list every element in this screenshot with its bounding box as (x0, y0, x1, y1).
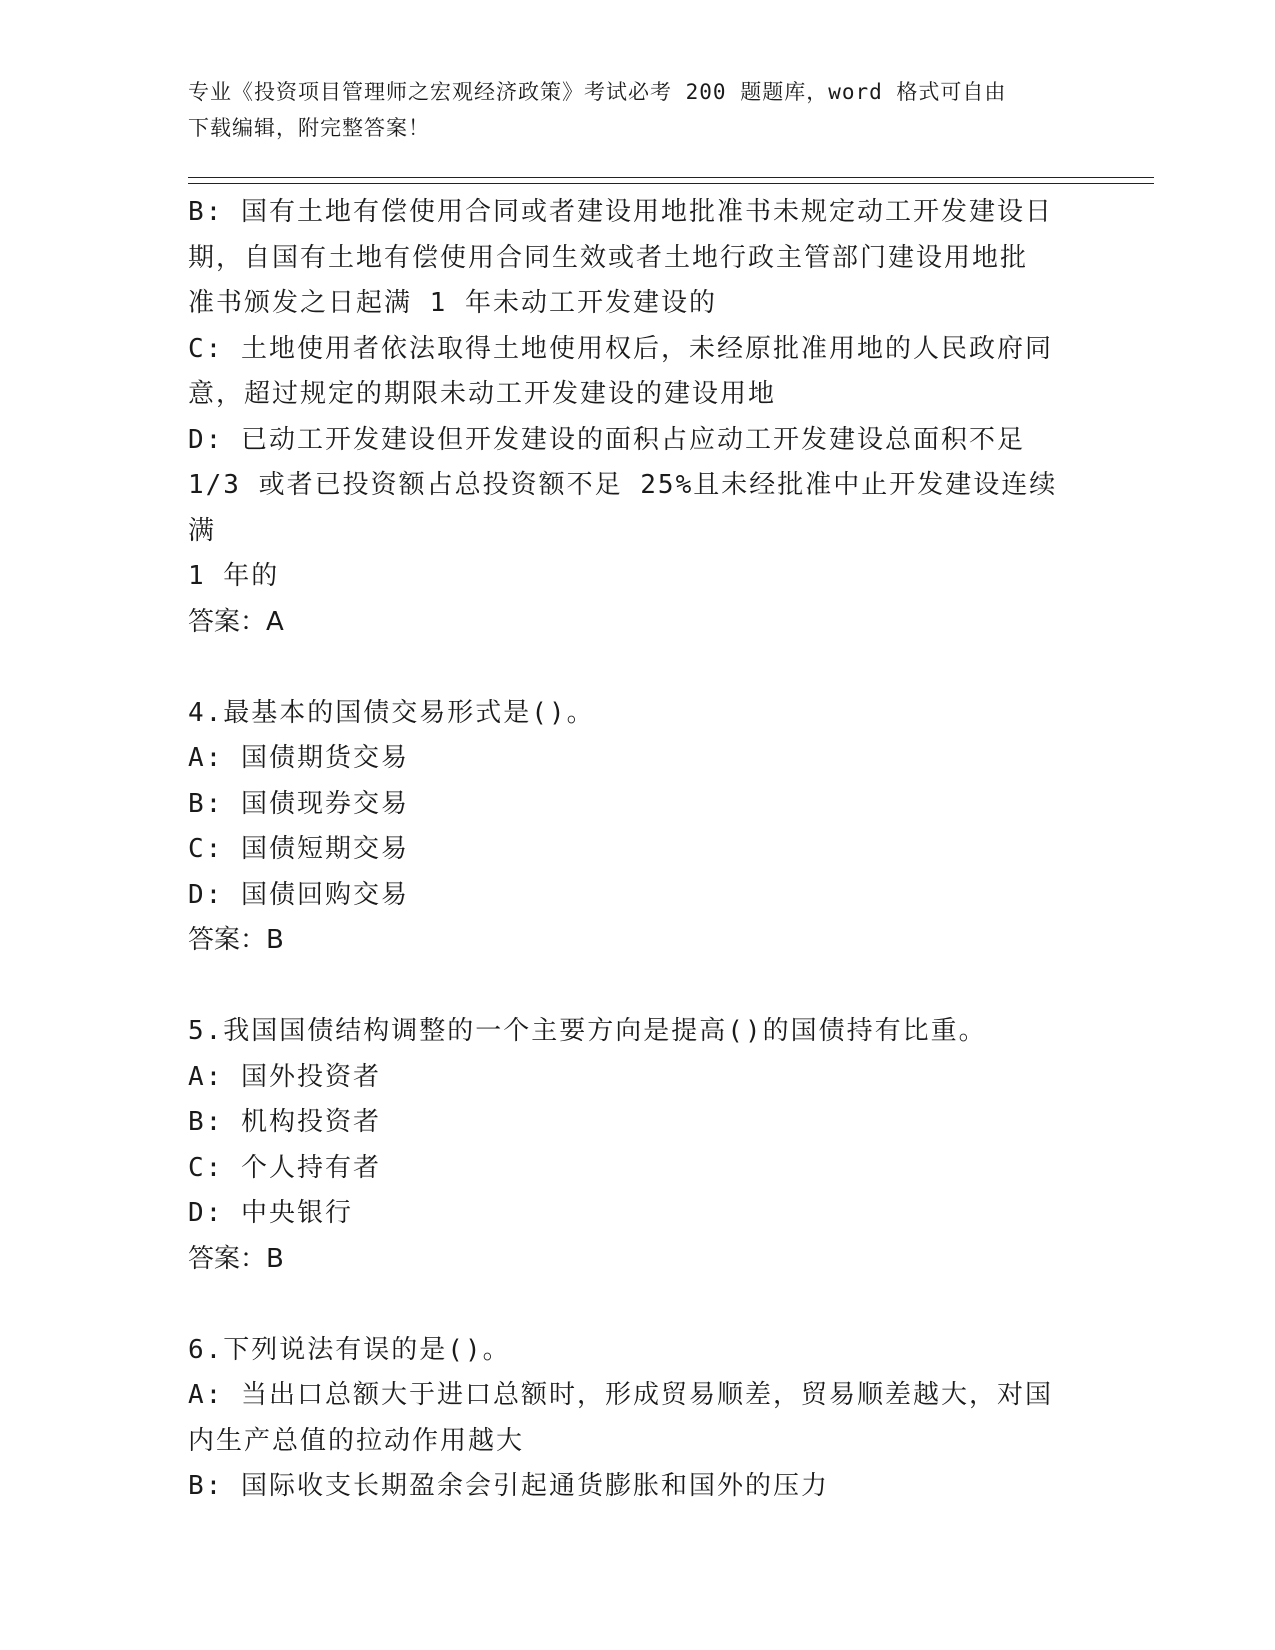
option-b-line-3: 准书颁发之日起满 1 年未动工开发建设的 (188, 288, 717, 318)
spacer (188, 1282, 1078, 1328)
option-c-line-1: C: 土地使用者依法取得土地使用权后，未经原批准用地的人民政府同 (188, 333, 1053, 364)
answer-label: 答案：B (188, 1243, 284, 1274)
option-b-line-2: 期，自国有土地有偿使用合同生效或者土地行政主管部门建设用地批 (188, 242, 1029, 273)
answer-label: 答案：B (188, 925, 284, 955)
spacer (188, 645, 1078, 691)
option-d-line-3: 1 年的 (188, 561, 280, 591)
question-list (188, 190, 1078, 1510)
option-a-line-2: 内生产总值的拉动作用越大 (188, 1425, 525, 1456)
option-d: D: 中央银行 (188, 1198, 353, 1228)
question-5 (188, 1009, 1078, 1282)
question-4 (188, 691, 1078, 964)
option-d-line-1: D: 已动工开发建设但开发建设的面积占应动工开发建设总面积不足 (188, 424, 1025, 455)
question-text: 4.最基本的国债交易形式是()。 (188, 697, 595, 728)
option-c: C: 个人持有者 (188, 1152, 381, 1183)
document-header (188, 74, 1068, 146)
question-6 (188, 1328, 1078, 1510)
option-c: C: 国债短期交易 (188, 834, 409, 864)
option-a: A: 国债期货交易 (188, 743, 409, 773)
header-line-2: 下载编辑，附完整答案！ (188, 116, 430, 140)
answer-label: 答案：A (188, 606, 284, 637)
spacer (188, 964, 1078, 1010)
option-b-line-1: B: 国有土地有偿使用合同或者建设用地批准书未规定动工开发建设日 (188, 197, 1053, 227)
question-3-continued (188, 190, 1078, 645)
option-b: B: 国债现券交易 (188, 788, 409, 819)
option-d-line-2: 1/3 或者已投资额占总投资额不足 25%且未经批准中止开发建设连续满 (188, 470, 1058, 546)
header-line-1: 专业《投资项目管理师之宏观经济政策》考试必考 200 题题库，word 格式可自由 (188, 80, 1007, 104)
option-d: D: 国债回购交易 (188, 879, 409, 910)
header-divider (188, 177, 1154, 184)
question-text: 5.我国国债结构调整的一个主要方向是提高()的国债持有比重。 (188, 1016, 987, 1046)
option-c-line-2: 意，超过规定的期限未动工开发建设的建设用地 (188, 379, 777, 409)
option-a: A: 国外投资者 (188, 1061, 381, 1092)
option-b: B: 机构投资者 (188, 1107, 381, 1137)
question-text: 6.下列说法有误的是()。 (188, 1334, 511, 1365)
option-a-line-1: A: 当出口总额大于进口总额时，形成贸易顺差，贸易顺差越大，对国 (188, 1380, 1053, 1410)
option-b: B: 国际收支长期盈余会引起通货膨胀和国外的压力 (188, 1471, 829, 1501)
